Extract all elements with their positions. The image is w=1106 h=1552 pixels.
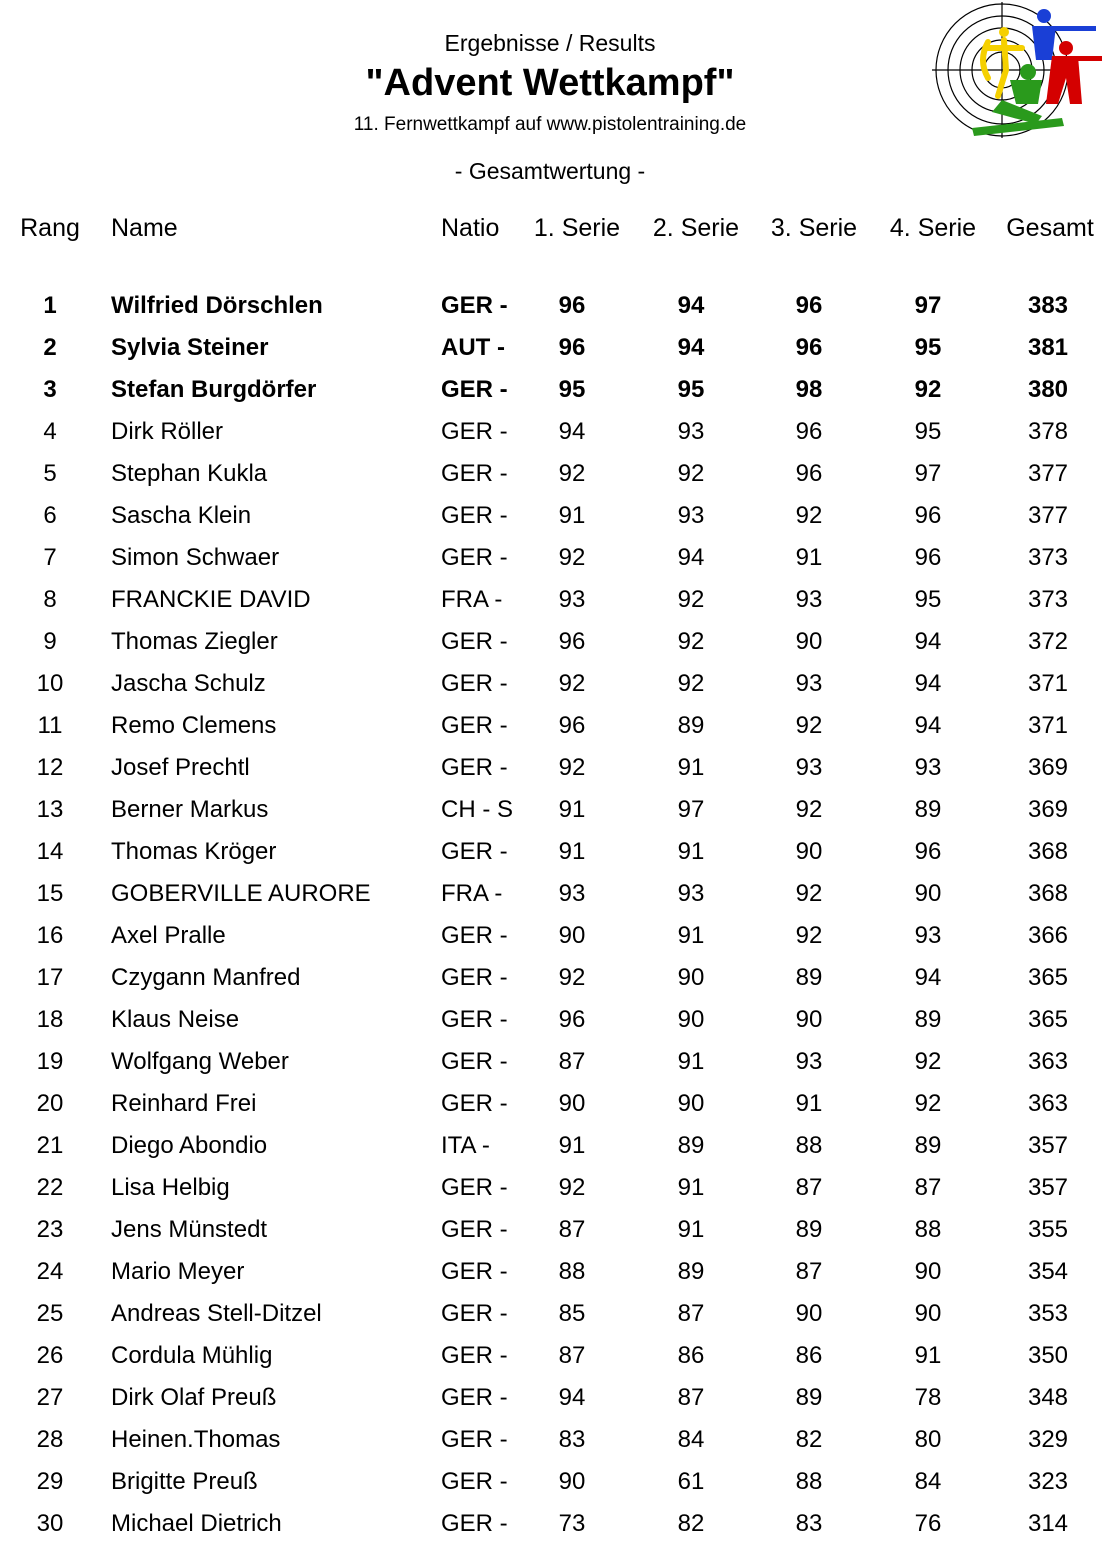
cell-serie-3: 93: [795, 1048, 823, 1075]
cell-serie-3: 98: [795, 376, 823, 403]
cell-serie-3: 88: [795, 1132, 823, 1159]
cell-serie-1: 95: [558, 376, 586, 403]
cell-nation: GER -: [441, 922, 508, 949]
cell-serie-2: 61: [677, 1468, 705, 1495]
cell-serie-1: 93: [558, 586, 586, 613]
cell-gesamt: 373: [1027, 544, 1069, 571]
table-row: [0, 960, 1106, 996]
cell-name: Dirk Röller: [111, 418, 224, 445]
cell-serie-3: 93: [795, 754, 823, 781]
cell-nation: FRA -: [441, 880, 503, 907]
cell-gesamt: 372: [1027, 628, 1069, 655]
cell-serie-3: 87: [795, 1174, 823, 1201]
cell-serie-2: 91: [677, 922, 705, 949]
cell-nation: ITA -: [441, 1132, 490, 1159]
cell-rang: 22: [36, 1174, 64, 1201]
cell-rang: 12: [36, 754, 64, 781]
cell-gesamt: 314: [1027, 1510, 1069, 1537]
cell-serie-2: 86: [677, 1342, 705, 1369]
cell-gesamt: 371: [1027, 670, 1069, 697]
cell-nation: GER -: [441, 1090, 508, 1117]
cell-name: Lisa Helbig: [111, 1174, 230, 1201]
cell-serie-4: 94: [914, 670, 942, 697]
col-serie-4: 4. Serie: [889, 214, 977, 242]
cell-name: FRANCKIE DAVID: [111, 586, 311, 613]
cell-name: Jascha Schulz: [111, 670, 266, 697]
cell-serie-4: 93: [914, 922, 942, 949]
cell-serie-3: 83: [795, 1510, 823, 1537]
cell-name: Jens Münstedt: [111, 1216, 268, 1243]
table-row: [0, 1128, 1106, 1164]
cell-serie-1: 88: [558, 1258, 586, 1285]
cell-rang: 18: [36, 1006, 64, 1033]
table-row: [0, 1212, 1106, 1248]
cell-serie-1: 94: [558, 418, 586, 445]
cell-nation: GER -: [441, 1048, 508, 1075]
cell-serie-1: 87: [558, 1216, 586, 1243]
cell-serie-4: 90: [914, 1300, 942, 1327]
cell-serie-1: 92: [558, 754, 586, 781]
cell-name: Axel Pralle: [111, 922, 226, 949]
cell-serie-2: 94: [677, 544, 705, 571]
table-row: [0, 1338, 1106, 1374]
cell-nation: GER -: [441, 418, 508, 445]
cell-nation: GER -: [441, 838, 508, 865]
cell-serie-4: 94: [914, 964, 942, 991]
cell-serie-2: 82: [677, 1510, 705, 1537]
cell-rang: 2: [43, 334, 57, 361]
cell-serie-1: 94: [558, 1384, 586, 1411]
cell-serie-4: 88: [914, 1216, 942, 1243]
cell-rang: 17: [36, 964, 64, 991]
cell-gesamt: 357: [1027, 1174, 1069, 1201]
cell-rang: 26: [36, 1342, 64, 1369]
cell-serie-2: 91: [677, 1048, 705, 1075]
table-row: [0, 540, 1106, 576]
cell-serie-1: 93: [558, 880, 586, 907]
cell-serie-4: 95: [914, 334, 942, 361]
col-gesamt: Gesamt: [1006, 214, 1094, 242]
cell-serie-2: 94: [677, 292, 705, 319]
cell-serie-1: 73: [558, 1510, 586, 1537]
cell-name: Sylvia Steiner: [111, 334, 269, 361]
cell-serie-4: 78: [914, 1384, 942, 1411]
table-row: [0, 582, 1106, 618]
table-row: [0, 498, 1106, 534]
cell-gesamt: 355: [1027, 1216, 1069, 1243]
cell-serie-3: 89: [795, 964, 823, 991]
cell-serie-1: 92: [558, 460, 586, 487]
col-serie-2: 2. Serie: [652, 214, 740, 242]
cell-serie-2: 91: [677, 1216, 705, 1243]
col-serie-3: 3. Serie: [770, 214, 858, 242]
cell-serie-4: 95: [914, 586, 942, 613]
cell-nation: GER -: [441, 292, 508, 319]
cell-serie-3: 89: [795, 1384, 823, 1411]
cell-serie-2: 89: [677, 712, 705, 739]
cell-serie-1: 91: [558, 838, 586, 865]
cell-name: Czygann Manfred: [111, 964, 301, 991]
cell-name: Mario Meyer: [111, 1258, 245, 1285]
cell-gesamt: 369: [1027, 754, 1069, 781]
cell-serie-3: 91: [795, 1090, 823, 1117]
cell-rang: 19: [36, 1048, 64, 1075]
cell-serie-1: 87: [558, 1342, 586, 1369]
cell-gesamt: 380: [1027, 376, 1069, 403]
table-row: [0, 330, 1106, 366]
cell-rang: 27: [36, 1384, 64, 1411]
cell-serie-2: 89: [677, 1258, 705, 1285]
cell-serie-4: 96: [914, 544, 942, 571]
cell-serie-3: 96: [795, 418, 823, 445]
table-row: [0, 1422, 1106, 1458]
table-row: [0, 1044, 1106, 1080]
table-row: [0, 1464, 1106, 1500]
cell-nation: GER -: [441, 1258, 508, 1285]
cell-serie-3: 92: [795, 796, 823, 823]
cell-name: Wolfgang Weber: [111, 1048, 289, 1075]
cell-nation: GER -: [441, 1300, 508, 1327]
table-row: [0, 456, 1106, 492]
cell-rang: 24: [36, 1258, 64, 1285]
page-title: "Advent Wettkampf": [365, 62, 735, 104]
cell-serie-3: 90: [795, 628, 823, 655]
cell-serie-1: 92: [558, 670, 586, 697]
cell-serie-1: 96: [558, 334, 586, 361]
table-row: [0, 1380, 1106, 1416]
cell-serie-1: 92: [558, 964, 586, 991]
cell-gesamt: 354: [1027, 1258, 1069, 1285]
cell-nation: GER -: [441, 1468, 508, 1495]
cell-rang: 29: [36, 1468, 64, 1495]
cell-rang: 21: [36, 1132, 64, 1159]
cell-gesamt: 377: [1027, 502, 1069, 529]
cell-nation: GER -: [441, 460, 508, 487]
cell-name: Andreas Stell-Ditzel: [111, 1300, 322, 1327]
cell-serie-3: 90: [795, 838, 823, 865]
cell-serie-2: 93: [677, 418, 705, 445]
cell-gesamt: 366: [1027, 922, 1069, 949]
cell-serie-3: 96: [795, 292, 823, 319]
cell-gesamt: 371: [1027, 712, 1069, 739]
col-rang: Rang: [20, 214, 80, 242]
cell-rang: 25: [36, 1300, 64, 1327]
table-row: [0, 1506, 1106, 1542]
cell-serie-2: 87: [677, 1300, 705, 1327]
cell-serie-2: 90: [677, 1090, 705, 1117]
subtitle: 11. Fernwettkampf auf www.pistolentraining.de: [353, 114, 747, 135]
cell-nation: GER -: [441, 544, 508, 571]
cell-serie-3: 91: [795, 544, 823, 571]
cell-rang: 11: [37, 712, 63, 739]
cell-gesamt: 373: [1027, 586, 1069, 613]
cell-serie-4: 89: [914, 1006, 942, 1033]
cell-gesamt: 381: [1027, 334, 1069, 361]
cell-serie-4: 92: [914, 376, 942, 403]
cell-serie-2: 91: [677, 1174, 705, 1201]
cell-name: Josef Prechtl: [111, 754, 250, 781]
cell-rang: 15: [36, 880, 64, 907]
cell-name: Stephan Kukla: [111, 460, 268, 487]
cell-name: Klaus Neise: [111, 1006, 240, 1033]
cell-serie-3: 90: [795, 1300, 823, 1327]
cell-serie-2: 94: [677, 334, 705, 361]
cell-serie-3: 82: [795, 1426, 823, 1453]
cell-serie-1: 96: [558, 628, 586, 655]
cell-rang: 10: [36, 670, 64, 697]
cell-rang: 14: [36, 838, 64, 865]
cell-serie-4: 90: [914, 1258, 942, 1285]
col-name: Name: [111, 214, 178, 242]
cell-gesamt: 368: [1027, 880, 1069, 907]
cell-gesamt: 383: [1027, 292, 1069, 319]
cell-serie-4: 92: [914, 1090, 942, 1117]
cell-serie-4: 97: [914, 292, 942, 319]
cell-gesamt: 353: [1027, 1300, 1069, 1327]
cell-name: Stefan Burgdörfer: [111, 376, 317, 403]
cell-serie-1: 90: [558, 1468, 586, 1495]
cell-rang: 9: [43, 628, 57, 655]
cell-gesamt: 365: [1027, 964, 1069, 991]
cell-nation: GER -: [441, 1426, 508, 1453]
cell-serie-1: 87: [558, 1048, 586, 1075]
table-row: [0, 792, 1106, 828]
table-row: [0, 1296, 1106, 1332]
cell-serie-2: 97: [677, 796, 705, 823]
table-row: [0, 1002, 1106, 1038]
cell-serie-4: 80: [914, 1426, 942, 1453]
cell-rang: 20: [36, 1090, 64, 1117]
cell-serie-4: 94: [914, 628, 942, 655]
cell-serie-1: 90: [558, 1090, 586, 1117]
cell-rang: 3: [43, 376, 57, 403]
cell-gesamt: 323: [1027, 1468, 1069, 1495]
cell-serie-1: 90: [558, 922, 586, 949]
table-row: [0, 834, 1106, 870]
cell-serie-2: 92: [677, 628, 705, 655]
cell-rang: 30: [36, 1510, 64, 1537]
cell-gesamt: 363: [1027, 1090, 1069, 1117]
cell-gesamt: 365: [1027, 1006, 1069, 1033]
cell-nation: GER -: [441, 376, 508, 403]
cell-name: Michael Dietrich: [111, 1510, 282, 1537]
cell-serie-2: 89: [677, 1132, 705, 1159]
cell-rang: 7: [43, 544, 57, 571]
cell-gesamt: 378: [1027, 418, 1069, 445]
cell-serie-1: 92: [558, 544, 586, 571]
cell-gesamt: 377: [1027, 460, 1069, 487]
cell-serie-3: 92: [795, 880, 823, 907]
cell-nation: GER -: [441, 628, 508, 655]
cell-name: Cordula Mühlig: [111, 1342, 273, 1369]
cell-gesamt: 329: [1027, 1426, 1069, 1453]
table-header: [0, 210, 1106, 246]
cell-serie-4: 76: [914, 1510, 942, 1537]
cell-serie-2: 84: [677, 1426, 705, 1453]
cell-serie-4: 84: [914, 1468, 942, 1495]
cell-gesamt: 350: [1027, 1342, 1069, 1369]
cell-gesamt: 357: [1027, 1132, 1069, 1159]
cell-serie-2: 90: [677, 1006, 705, 1033]
cell-name: Wilfried Dörschlen: [111, 292, 323, 319]
cell-nation: CH - S: [441, 796, 513, 823]
cell-nation: GER -: [441, 670, 508, 697]
cell-serie-3: 87: [795, 1258, 823, 1285]
cell-serie-4: 92: [914, 1048, 942, 1075]
cell-gesamt: 363: [1027, 1048, 1069, 1075]
cell-rang: 16: [36, 922, 64, 949]
cell-serie-1: 83: [558, 1426, 586, 1453]
cell-serie-4: 97: [914, 460, 942, 487]
cell-nation: GER -: [441, 1342, 508, 1369]
cell-serie-3: 86: [795, 1342, 823, 1369]
cell-serie-2: 92: [677, 460, 705, 487]
cell-rang: 8: [43, 586, 57, 613]
cell-name: Diego Abondio: [111, 1132, 268, 1159]
cell-rang: 13: [36, 796, 64, 823]
cell-serie-2: 93: [677, 880, 705, 907]
cell-serie-4: 87: [914, 1174, 942, 1201]
cell-serie-3: 92: [795, 502, 823, 529]
cell-serie-1: 96: [558, 1006, 586, 1033]
cell-serie-2: 92: [677, 586, 705, 613]
cell-serie-3: 89: [795, 1216, 823, 1243]
cell-rang: 6: [43, 502, 57, 529]
cell-nation: GER -: [441, 1216, 508, 1243]
cell-serie-4: 95: [914, 418, 942, 445]
cell-name: Thomas Kröger: [111, 838, 277, 865]
cell-serie-4: 89: [914, 1132, 942, 1159]
header-label: Ergebnisse / Results: [444, 30, 656, 56]
cell-nation: GER -: [441, 1006, 508, 1033]
table-row: [0, 624, 1106, 660]
cell-rang: 28: [36, 1426, 64, 1453]
cell-serie-1: 91: [558, 796, 586, 823]
cell-serie-2: 87: [677, 1384, 705, 1411]
cell-serie-2: 95: [677, 376, 705, 403]
table-row: [0, 918, 1106, 954]
cell-nation: GER -: [441, 1510, 508, 1537]
cell-gesamt: 368: [1027, 838, 1069, 865]
cell-serie-4: 90: [914, 880, 942, 907]
cell-serie-2: 93: [677, 502, 705, 529]
cell-serie-3: 88: [795, 1468, 823, 1495]
cell-rang: 4: [43, 418, 57, 445]
cell-serie-3: 92: [795, 922, 823, 949]
cell-name: Remo Clemens: [111, 712, 277, 739]
cell-serie-4: 89: [914, 796, 942, 823]
cell-rang: 23: [36, 1216, 64, 1243]
cell-rang: 5: [43, 460, 57, 487]
cell-serie-2: 91: [677, 838, 705, 865]
cell-serie-1: 92: [558, 1174, 586, 1201]
cell-serie-1: 96: [558, 292, 586, 319]
table-row: [0, 1170, 1106, 1206]
cell-nation: GER -: [441, 712, 508, 739]
table-row: [0, 876, 1106, 912]
cell-nation: GER -: [441, 964, 508, 991]
cell-serie-4: 96: [914, 502, 942, 529]
cell-serie-2: 91: [677, 754, 705, 781]
cell-name: Heinen.Thomas: [111, 1426, 281, 1453]
cell-serie-1: 96: [558, 712, 586, 739]
table-row: [0, 750, 1106, 786]
shooting-sports-logo-icon: [932, 0, 1106, 142]
table-row: [0, 1254, 1106, 1290]
cell-serie-1: 91: [558, 502, 586, 529]
cell-serie-4: 93: [914, 754, 942, 781]
cell-rang: 1: [43, 292, 57, 319]
cell-serie-2: 92: [677, 670, 705, 697]
cell-nation: AUT -: [441, 334, 505, 361]
cell-serie-4: 94: [914, 712, 942, 739]
cell-name: Reinhard Frei: [111, 1090, 257, 1117]
cell-serie-3: 96: [795, 334, 823, 361]
cell-name: Sascha Klein: [111, 502, 252, 529]
cell-name: Thomas Ziegler: [111, 628, 278, 655]
cell-serie-3: 93: [795, 586, 823, 613]
cell-name: Berner Markus: [111, 796, 269, 823]
cell-serie-3: 96: [795, 460, 823, 487]
cell-serie-1: 85: [558, 1300, 586, 1327]
table-row: [0, 1086, 1106, 1122]
cell-name: Brigitte Preuß: [111, 1468, 258, 1495]
cell-gesamt: 348: [1027, 1384, 1069, 1411]
table-row: [0, 666, 1106, 702]
cell-serie-4: 91: [914, 1342, 942, 1369]
cell-serie-3: 92: [795, 712, 823, 739]
cell-gesamt: 369: [1027, 796, 1069, 823]
cell-serie-3: 90: [795, 1006, 823, 1033]
cell-serie-2: 90: [677, 964, 705, 991]
table-row: [0, 372, 1106, 408]
table-row: [0, 708, 1106, 744]
cell-nation: GER -: [441, 754, 508, 781]
table-row: [0, 288, 1106, 324]
cell-name: Dirk Olaf Preuß: [111, 1384, 277, 1411]
cell-serie-3: 93: [795, 670, 823, 697]
table-row: [0, 414, 1106, 450]
cell-nation: GER -: [441, 502, 508, 529]
cell-nation: FRA -: [441, 586, 503, 613]
section-title: - Gesamtwertung -: [454, 158, 646, 184]
cell-name: Simon Schwaer: [111, 544, 280, 571]
cell-nation: GER -: [441, 1174, 508, 1201]
col-serie-1: 1. Serie: [533, 214, 621, 242]
cell-name: GOBERVILLE AURORE: [111, 880, 371, 907]
col-nation: Natio: [441, 214, 500, 242]
cell-serie-1: 91: [558, 1132, 586, 1159]
cell-serie-4: 96: [914, 838, 942, 865]
cell-nation: GER -: [441, 1384, 508, 1411]
